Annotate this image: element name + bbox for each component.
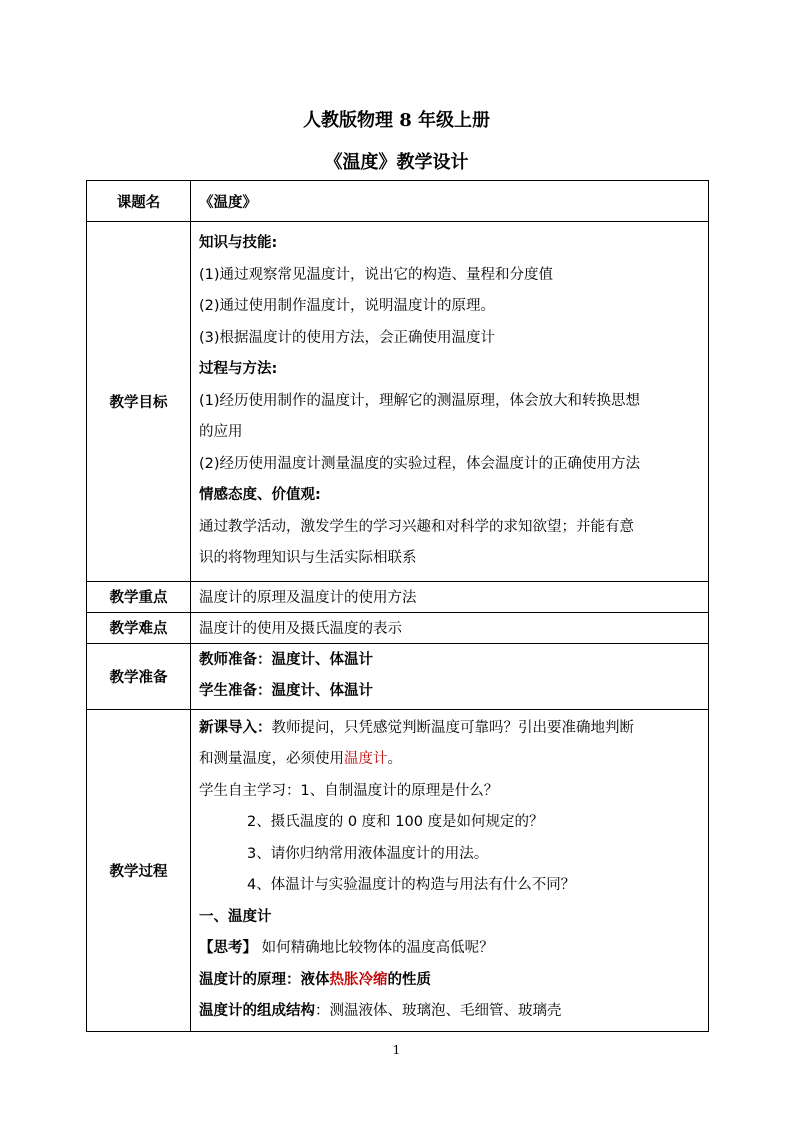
table-row <box>87 643 709 709</box>
principle-line <box>199 965 704 997</box>
intro-text: 教师提问，只凭感觉判断温度可靠吗？引出要准确地判断 <box>271 719 634 736</box>
structure-text: ：测温液体、玻璃泡、毛细管、玻璃壳 <box>315 1003 562 1019</box>
table-row <box>87 181 709 222</box>
structure-heading: 温度计的组成结构 <box>199 1003 315 1019</box>
objective-line: 通过教学活动，激发学生的学习兴趣和对科学的求知欲望；并能有意 <box>199 518 634 535</box>
preparation-cell <box>191 643 709 709</box>
think-line <box>199 933 704 965</box>
table-row <box>87 709 709 1031</box>
process-heading: 过程与方法: <box>199 361 278 377</box>
highlight-term: 热胀冷缩 <box>329 971 388 988</box>
objectives-cell <box>191 222 709 582</box>
row-label: 教学难点 <box>87 612 191 643</box>
row-label: 教学准备 <box>87 643 191 709</box>
table-row <box>87 581 709 612</box>
row-label: 教学重点 <box>87 581 191 612</box>
difficulty-value: 温度计的使用及摄氏温度的表示 <box>191 612 709 643</box>
knowledge-heading: 知识与技能: <box>199 235 278 251</box>
objective-line: 的应用 <box>199 424 243 440</box>
question-line: 2、摄氏温度的 0 度和 100 度是如何规定的？ <box>247 814 544 830</box>
topic-value: 《温度》 <box>191 181 709 222</box>
think-text: 如何精确地比较物体的温度高低呢？ <box>257 940 494 956</box>
lesson-plan-table <box>86 180 709 1032</box>
row-label: 教学目标 <box>87 222 191 582</box>
objective-line: (1)经历使用制作的温度计，理解它的测温原理，体会放大和转换思想 <box>199 392 641 409</box>
process-cell <box>191 709 709 1031</box>
intro-text: 和测量温度，必须使用 <box>199 751 344 767</box>
highlight-term: 温度计 <box>344 751 388 767</box>
row-label: 课题名 <box>87 181 191 222</box>
table-row <box>87 222 709 582</box>
table-row <box>87 612 709 643</box>
key-point-value: 温度计的原理及温度计的使用方法 <box>191 581 709 612</box>
principle-post: 的性质 <box>387 971 431 988</box>
objective-line: (2)通过使用制作温度计，说明温度计的原理。 <box>199 298 496 314</box>
intro-line <box>199 744 704 776</box>
intro-heading: 新课导入： <box>199 719 272 736</box>
think-label: 【思考】 <box>199 940 257 956</box>
objective-line: (1)通过观察常见温度计，说出它的构造、量程和分度值 <box>199 266 554 283</box>
row-label: 教学过程 <box>87 709 191 1031</box>
section-heading: 一、温度计 <box>199 908 272 925</box>
page-number: 1 <box>392 1043 401 1057</box>
question-line: 学生自主学习：1、自制温度计的原理是什么？ <box>199 782 499 799</box>
question-line: 4、体温计与实验温度计的构造与用法有什么不同？ <box>247 877 576 893</box>
objective-line: (3)根据温度计的使用方法，会正确使用温度计 <box>199 329 496 346</box>
principle-pre: 温度计的原理：液体 <box>199 971 330 988</box>
structure-line <box>199 996 704 1028</box>
attitude-heading: 情感态度、价值观: <box>199 487 321 503</box>
intro-end: 。 <box>387 751 402 767</box>
student-preparation: 学生准备：温度计、体温计 <box>199 683 373 699</box>
objective-line: 识的将物理知识与生活实际相联系 <box>199 550 417 566</box>
question-line: 3、请你归纳常用液体温度计的用法。 <box>247 845 489 862</box>
document-subtitle: 《温度》教学设计 <box>324 152 469 173</box>
intro-line <box>199 713 704 745</box>
teacher-preparation: 教师准备：温度计、体温计 <box>199 651 373 668</box>
document-title: 人教版物理 8 年级上册 <box>302 110 491 131</box>
objective-line: (2)经历使用温度计测量温度的实验过程，体会温度计的正确使用方法 <box>199 455 641 472</box>
